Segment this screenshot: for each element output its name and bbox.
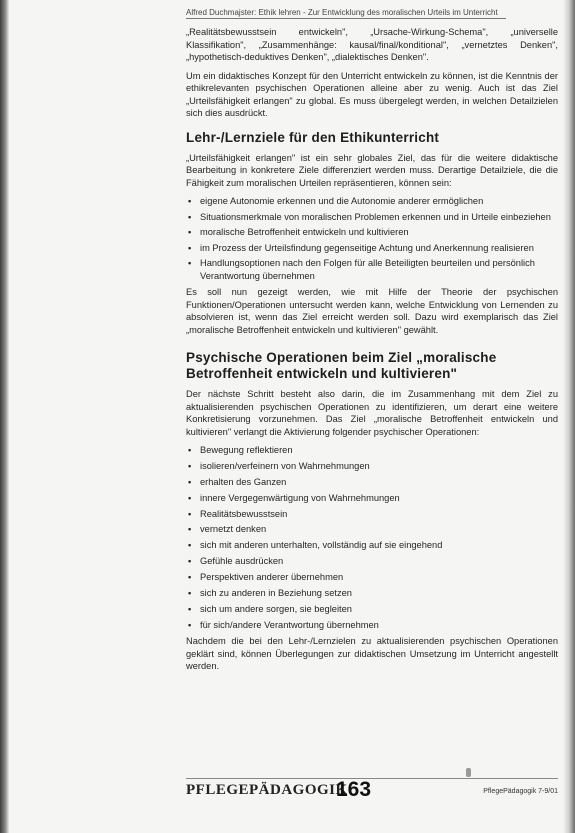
journal-name: PFLEGEPÄDAGOGIK [186,782,348,798]
article-body [186,26,558,679]
operationen-list [186,444,558,631]
page-edge-shadow [563,0,575,833]
issue-label: PflegePädagogik 7-9/01 [483,788,558,795]
section2-paragraph-1: Der nächste Schritt besteht also darin, die im Zusammenhang mit dem Ziel zu aktualisierenden psychischen Operationen zu identifizieren, um derart eine weitere Konkretisierung vorzunehmen. Das Ziel „moralische Betroffenheit entwickeln und kultivieren" verlangt die Aktivierung folgender psychischer Operationen: [186,389,558,437]
list-item: • Bewegung reflektieren [186,444,558,457]
list-item: • für sich/andere Verantwortung übernehmen [186,619,558,632]
intro-paragraph-1: „Realitätsbewusstsein entwickeln", „Ursache-Wirkung-Schema", „universelle Klassifikation", „Zusammenhänge: kausal/final/konditional", „vernetztes Denken", „hypothetisch-deduktives Denken", „dialektisches Denken". [186,27,558,62]
list-item: • Gefühle ausdrücken [186,555,558,568]
lernziele-list [186,195,558,282]
footer-rule [186,778,558,779]
page-binding-shadow [0,0,9,833]
list-item: • Realitätsbewusstsein [186,508,558,521]
page-footer [186,778,558,818]
running-header: Alfred Duchmajster: Ethik lehren - Zur Entwicklung des moralischen Urteils im Unterricht [186,8,506,19]
section-heading-operationen: Psychische Operationen beim Ziel „moralische Betroffenheit entwickeln und kultivieren" [186,350,497,381]
section2-paragraph-2: Nachdem die bei den Lehr-/Lernzielen zu aktualisierenden psychischen Operationen geklärt sind, können Überlegungen zur didaktischen Umsetzung im Unterricht angestellt werden. [186,636,558,672]
section1-paragraph-1: „Urteilsfähigkeit erlangen" ist ein sehr globales Ziel, das für die weitere didaktische Bearbeitung in konkretere Ziele differenziert werden muss. Derartige Detailziele, die die Fähigkeit zum moralischen Urteilen repräsentieren, können sein: [186,152,558,188]
intro-paragraph-2: Um ein didaktisches Konzept für den Unterricht entwickeln zu können, ist die Kenntnis der ethikrelevanten psychischen Operationen alleine aber zu wenig. Auch ist das Ziel „Urteilsfähigkeit erlangen" zu global. Es muss übergelegt werden, in welchen Detailzielen sich dies ausdrückt. [186,70,558,118]
list-item: • innere Vergegenwärtigung von Wahrnehmungen [186,492,558,505]
list-item: • isolieren/verfeinern von Wahrnehmungen [186,460,558,473]
list-item: • vernetzt denken [186,523,558,536]
list-item: • moralische Betroffenheit entwickeln und kultivieren [186,226,558,239]
list-item: • eigene Autonomie erkennen und die Autonomie anderer ermöglichen [186,195,558,208]
scan-mark [466,768,471,777]
section-heading-lernziele: Lehr-/Lernziele für den Ethikunterricht [186,129,440,145]
section1-paragraph-2: Es soll nun gezeigt werden, wie mit Hilfe der Theorie der psychischen Funktionen/Operationen untersucht werden kann, welche Entwicklung von Lernenden zu absolvieren ist, wenn das Ziel erreicht werden soll. Dazu wird exemplarisch das Ziel „moralische Betroffenheit entwickeln und kultivieren" gewählt. [186,287,558,335]
list-item: • Handlungsoptionen nach den Folgen für alle Beteiligten beurteilen und persönlich Verantwortung übernehmen [186,257,558,282]
page-number: 163 [336,778,372,801]
list-item: • Situationsmerkmale von moralischen Problemen erkennen und in Urteile einbeziehen [186,211,558,224]
list-item: • sich zu anderen in Beziehung setzen [186,587,558,600]
list-item: • Perspektiven anderer übernehmen [186,571,558,584]
list-item: • erhalten des Ganzen [186,476,558,489]
list-item: • im Prozess der Urteilsfindung gegenseitige Achtung und Anerkennung realisieren [186,242,558,255]
list-item: • sich mit anderen unterhalten, vollständig auf sie eingehend [186,539,558,552]
list-item: • sich um andere sorgen, sie begleiten [186,603,558,616]
